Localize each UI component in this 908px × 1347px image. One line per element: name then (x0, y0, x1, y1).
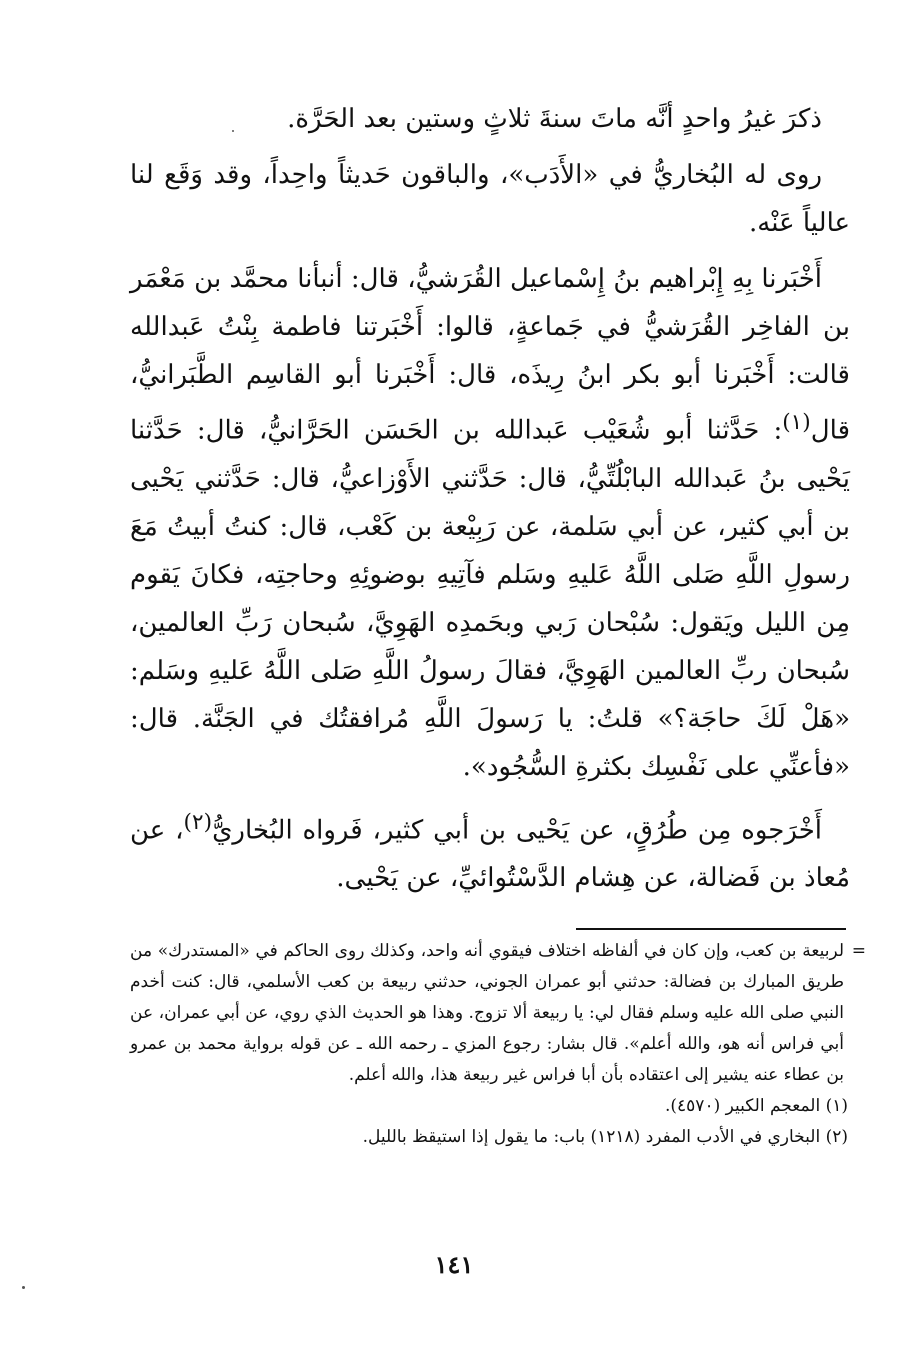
continuation-marker: = (851, 941, 866, 961)
paragraph-3-text-b: : حَدَّثنا أبو شُعَيْب عَبدالله بن الحَسَن الحَرَّانيُّ، قال: حَدَّثنا يَحْيى بنُ عَبدالله البابْلُتِّيُّ، قال: حَدَّثني الأَوْزاعيُّ، قال: حَدَّثني يَحْيى بن أبي كثير، عن أبي سَلمة، عن رَبِيْعة بن كَعْب، قال: كنتُ أبيتُ مَعَ رسولِ اللَّهِ صَلى اللَّهُ عَليهِ وسَلم فآتِيهِ بوضوئِهِ وحاجتِه، فكانَ يَقوم مِن الليل ويَقول: سُبْحان رَبي وبحَمدِه الهَوِيَّ، سُبحان رَبِّ العالمين، سُبحان ربِّ العالمين الهَوِيَّ، فقالَ رسولُ اللَّهِ صَلى اللَّهُ عَليهِ وسَلم: «هَلْ لَكَ حاجَة؟» قلتُ: يا رَسولَ اللَّهِ مُرافقتُك في الجَنَّة. قال: «فأعنِّي على نَفْسِك بكثرةِ السُّجُود». (130, 415, 851, 782)
footnote-ref-1: (١) (782, 410, 811, 435)
paragraph-1: ذكرَ غيرُ واحدٍ أنَّه ماتَ سنةَ ثلاثٍ وستين بعد الحَرَّة. (287, 104, 822, 134)
footnote-continuation-text: لربيعة بن كعب، وإن كان في ألفاظه اختلاف فيقوي أنه واحد، وكذلك روى الحاكم في «المستدرك» من طريق المبارك بن فضالة: حدثني أبو عمران الجوني، حدثني ربيعة بن كعب الأسلمي، قال: كنت أخدم النبي صلى الله عليه وسلم فقال لي: يا ربيعة ألا تزوج. وهذا هو الحديث الذي روي، عن أبي عمران، عن أبي فراس أنه هو، والله أعلم». قال بشار: رجوع المزي ـ رحمه الله ـ عن قوله برواية محمد بن عمرو بن عطاء عنه يشير إلى اعتقاده بأن أبا فراس غير ربيعة هذا، والله أعلم. (130, 941, 844, 1085)
footnote-1: (١) المعجم الكبير (٤٥٧٠). (665, 1096, 848, 1116)
footnotes-block (130, 936, 866, 1153)
paragraph-3 (130, 255, 850, 791)
page-number: ١٤١ (434, 1250, 474, 1279)
footnote-ref-2: (٢) (183, 809, 213, 835)
footnote-continuation (130, 936, 866, 1091)
paragraph-4-text-a: أَخْرَجوه مِن طُرُقٍ، عن يَحْيى بن أبي كثير، فَرواه البُخاريُّ (212, 815, 822, 846)
main-text-block (130, 95, 850, 910)
paragraph-2: روى له البُخاريُّ في «الأَدَب»، والباقون حَديثاً واحِداً، وقد وَقَع لنا عالياً عَنْه. (130, 160, 850, 238)
scan-speck (232, 130, 234, 132)
paragraph-4-text-b: ، عن مُعاذ بن فَضالة، عن هِشام الدَّسْتُوائيِّ، عن يَحْيى. (130, 815, 850, 894)
footnote-2: (٢) البخاري في الأدب المفرد (١٢١٨) باب: ما يقول إذا استيقظ بالليل. (362, 1127, 848, 1147)
paragraph-3-text-a: أَخْبَرنا بِهِ إِبْراهيم بنُ إِسْماعيل القُرَشيُّ، قال: أنبأنا محمَّد بن مَعْمَر بن الفاخِر القُرَشيُّ في جَماعةٍ، قالوا: أَخْبَرتنا فاطمة بِنْتُ عَبدالله قالت: أَخْبَرنا أبو بكر ابنُ رِيذَه، قال: أَخْبَرنا أبو القاسِم الطَّبَرانيُّ، قال (130, 264, 850, 446)
paragraph-4 (130, 799, 850, 903)
scan-speck (22, 1286, 25, 1289)
footnote-divider (576, 928, 846, 930)
